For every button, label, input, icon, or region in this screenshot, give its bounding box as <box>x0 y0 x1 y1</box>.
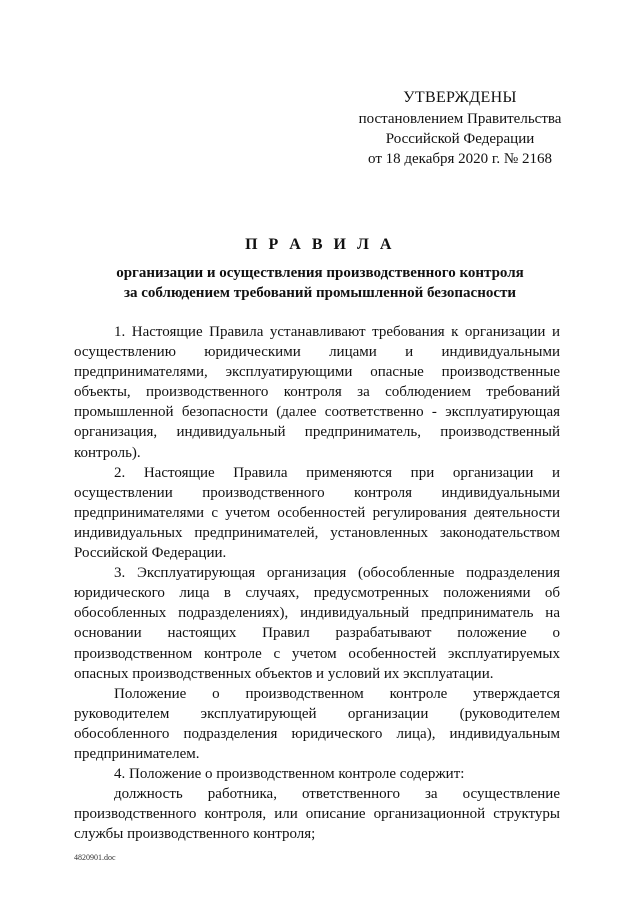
paragraph-2: 2. Настоящие Правила применяются при организации и осуществлении производственного контроля индивидуальными предпринимателями с учетом особенностей регулирования деятельности индивидуальных предпринимателей, установленных законодательством Российской Федерации. <box>74 464 560 562</box>
paragraph-5: 4. Положение о производственном контроле содержит: <box>114 766 465 783</box>
paragraph-4: Положение о производственном контроле утверждается руководителем эксплуатирующей организации (руководителем обособленного подразделения юридического лица), индивидуальным предпринимателем. <box>74 685 560 762</box>
paragraph-1: 1. Настоящие Правила устанавливают требования к организации и осуществлению юридическими лицами и индивидуальными предпринимателями, эксплуатирующими опасные производственные объекты, производственного контроля за соблюдением требований промышленной безопасности (далее соответственно - эксплуатирующая организация, индивидуальный предприниматель, производственный контроль). <box>74 324 560 461</box>
approval-line-1: постановлением Правительства <box>358 111 562 127</box>
paragraph-3: 3. Эксплуатирующая организация (обособленные подразделения юридического лица в случаях, предусмотренных положениями об обособленных подразделениях), индивидуальный предприниматель на основании настоящих Правил разрабатывают положение о производственном контроле с учетом особенностей эксплуатируемых опасных производственных объектов и условий их эксплуатации. <box>74 565 560 682</box>
subtitle-line-1: организации и осуществления производственного контроля <box>116 265 524 281</box>
document-body <box>74 322 560 844</box>
approval-line-3: от 18 декабря 2020 г. № 2168 <box>368 151 552 167</box>
subtitle-line-2: за соблюдением требований промышленной безопасности <box>123 285 517 301</box>
approval-stamp <box>320 88 600 169</box>
document-subtitle <box>60 263 580 303</box>
footer-filename: 4820901.doc <box>74 853 116 862</box>
approval-line-2: Российской Федерации <box>385 131 535 147</box>
document-title: П Р А В И Л А <box>245 236 395 253</box>
paragraph-6: должность работника, ответственного за осуществление производственного контроля, или описание организационной структуры службы производственного контроля; <box>74 786 560 843</box>
approval-heading: УТВЕРЖДЕНЫ <box>403 89 517 106</box>
